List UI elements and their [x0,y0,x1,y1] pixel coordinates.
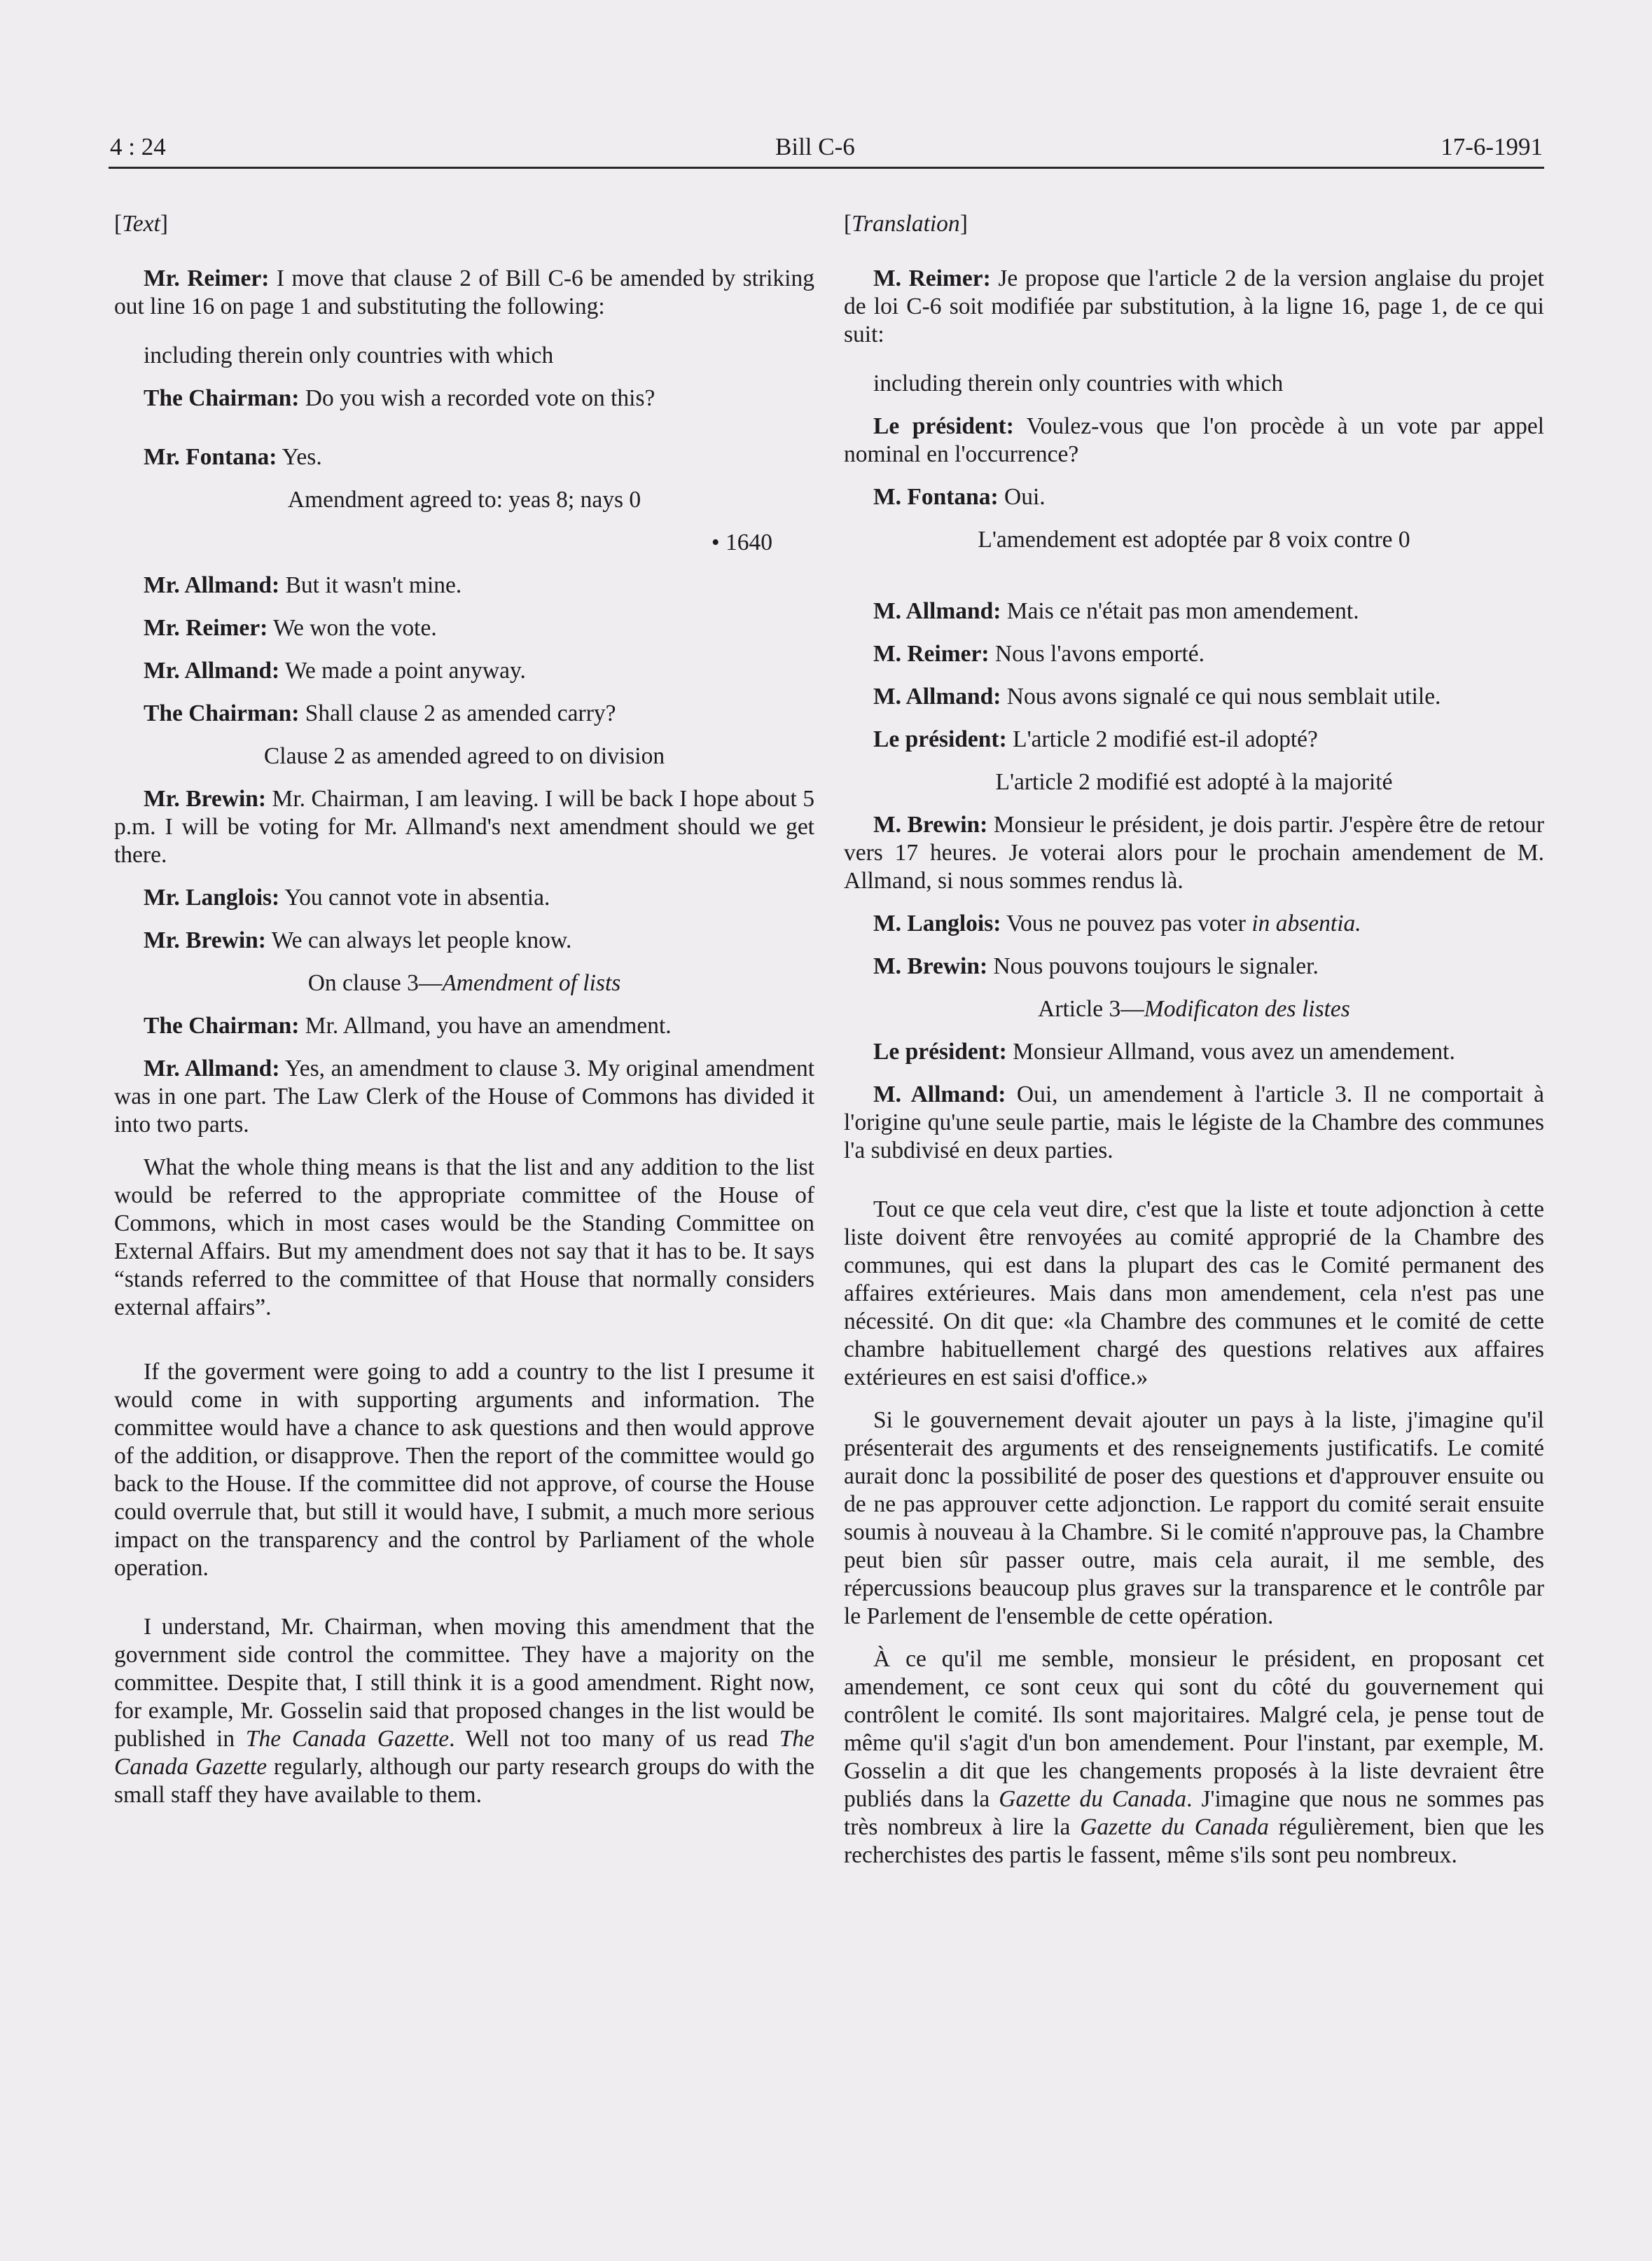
paragraph: M. Brewin: Monsieur le président, je dois partir. J'espère être de retour vers 17 heures. Je voterai alors pour le prochain amendement de M. Allmand, si nous sommes rendus là. [844,812,1544,894]
paragraph: M. Reimer: Je propose que l'article 2 de la version anglaise du projet de loi C-6 soit modifiée par substitution, à la ligne 16, page 1, de ce qui suit: [844,265,1544,347]
french-column [844,210,1544,1884]
time-marker: • 1640 [711,530,772,555]
paragraph: M. Allmand: Oui, un amendement à l'article 3. Il ne comportait à l'origine qu'une seule partie, mais le légiste de la Chambre des communes l'a subdivisé en deux parties. [844,1081,1544,1163]
paragraph: M. Allmand: Mais ce n'était pas mon amendement. [873,598,1359,624]
vote-result: L'amendement est adoptée par 8 voix contre 0 [978,527,1410,553]
english-column [114,210,814,1824]
paragraph: M. Reimer: Nous l'avons emporté. [873,641,1205,667]
paragraph: M. Allmand: Nous avons signalé ce qui nous semblait utile. [873,684,1441,710]
paragraph: Mr. Allmand: Yes, an amendment to clause 3. My original amendment was in one part. The Law Clerk of the House of Commons has divided it into two parts. [114,1056,815,1138]
paragraph: À ce qu'il me semble, monsieur le président, en proposant cet amendement, ce sont ceux qui sont du côté du gouvernement qui contrôlent le comité. Ils sont majoritaires. Malgré cela, je pense tout de même qu'il s'agit d'un bon amendement. Pour l'instant, par exemple, M. Gosselin a dit que les changements proposés à la liste devraient être publiés dans la Gazette du Canada. J'imagine que nous ne sommes pas très nombreux à lire la Gazette du Canada régulièrement, bien que les recherchistes des partis le fassent, même s'ils sont peu nombreux. [844,1646,1545,1868]
paragraph: Le président: Voulez-vous que l'on procède à un vote par appel nominal en l'occurrence? [844,413,1544,467]
paragraph: Tout ce que cela veut dire, c'est que la liste et toute adjonction à cette liste doivent être renvoyées au comité approprié de la Chambre des communes, qui est dans la plupart des cas le Comité permanent des affaires extérieures. Mais dans mon amendement, cela n'est pas une nécessité. On dit que: «la Chambre des communes et le comité de cette chambre habituellement chargé des questions relatives aux affaires extérieures en est saisi d'office.» [844,1196,1544,1390]
paragraph: If the goverment were going to add a country to the list I presume it would come in with supporting arguments and information. The committee would have a chance to ask questions and then would approve of the addition, or disapprove. Then the report of the committee would go back to the House. If the committee did not approve, of course the House could overrule that, but still it would have, I submit, a much more serious impact on the transparency and the control by Parliament of the whole operation. [114,1359,814,1581]
column-tag: [Text] [114,211,168,237]
paragraph: Mr. Brewin: We can always let people know. [144,927,572,953]
paragraph: Le président: L'article 2 modifié est-il adopté? [873,726,1318,752]
clause-heading: On clause 3—Amendment of lists [307,970,621,996]
paragraph: Mr. Fontana: Yes. [144,444,322,470]
paragraph: Mr. Langlois: You cannot vote in absentia. [144,885,550,911]
paragraph: M. Langlois: Vous ne pouvez pas voter in absentia. [873,911,1361,936]
paragraph: Le président: Monsieur Allmand, vous avez un amendement. [873,1039,1455,1065]
paragraph: Mr. Allmand: But it wasn't mine. [144,572,462,598]
vote-result: L'article 2 modifié est adopté à la majorité [995,769,1393,795]
paragraph: M. Fontana: Oui. [873,484,1046,510]
page-number: 4 : 24 [110,133,166,160]
vote-result: Clause 2 as amended agreed to on division [263,743,665,769]
paragraph: Mr. Brewin: Mr. Chairman, I am leaving. I will be back I hope about 5 p.m. I will be voting for Mr. Allmand's next amendment should we get there. [114,786,814,868]
paragraph: What the whole thing means is that the list and any addition to the list would be referred to the appropriate committee of the House of Commons, which in most cases would be the Standing Committee on External Affairs. But my amendment does not say that it has to be. It says “stands referred to the committee of that House that normally considers external affairs”. [114,1154,814,1320]
clause-heading: Article 3—Modificaton des listes [1038,996,1350,1022]
paragraph: I understand, Mr. Chairman, when moving this amendment that the government side control the committee. They have a majority on the committee. Despite that, I still think it is a good amendment. Right now, for example, Mr. Gosselin said that proposed changes in the list would be published in The Canada Gazette. Well not too many of us read The Canada Gazette regularly, although our party research groups do with the small staff they have available to them. [114,1614,814,1808]
paragraph: Mr. Reimer: I move that clause 2 of Bill C-6 be amended by striking out line 16 on page 1 and substituting the following: [114,265,814,319]
paragraph: Mr. Reimer: We won the vote. [144,615,437,641]
paragraph: The Chairman: Do you wish a recorded vote on this? [144,385,655,411]
paragraph: The Chairman: Shall clause 2 as amended carry? [144,700,616,726]
document-date: 17-6-1991 [1441,133,1543,160]
quoted-text: including therein only countries with which [144,343,554,368]
paragraph: M. Brewin: Nous pouvons toujours le signaler. [873,953,1319,979]
vote-result: Amendment agreed to: yeas 8; nays 0 [287,487,641,513]
paragraph: Si le gouvernement devait ajouter un pays à la liste, j'imagine qu'il présenterait des arguments et des renseignements justificatifs. Le comité aurait donc la possibilité de poser des questions et d'approuver ensuite ou de ne pas approuver cette adjonction. Le rapport du comité serait ensuite soumis à nouveau à la Chambre. Si le comité n'approuve pas, la Chambre peut bien sûr passer outre, mais cela aurait, il me semble, des répercussions beaucoup plus graves sur la transparence et le contrôle par le Parlement de l'ensemble de cette opération. [844,1407,1544,1629]
document-title: Bill C-6 [775,133,855,160]
column-tag: [Translation] [844,211,968,237]
paragraph: Mr. Allmand: We made a point anyway. [144,658,526,684]
page-header [109,123,1544,169]
quoted-text: including therein only countries with which [873,371,1284,396]
paragraph: The Chairman: Mr. Allmand, you have an amendment. [144,1013,672,1039]
